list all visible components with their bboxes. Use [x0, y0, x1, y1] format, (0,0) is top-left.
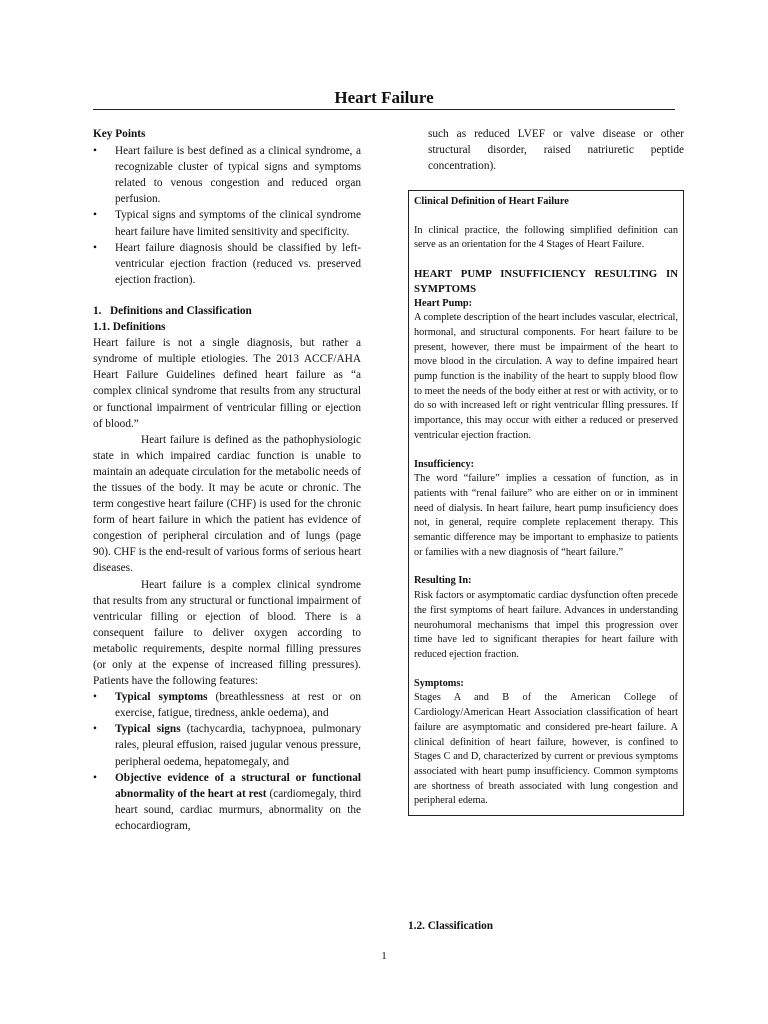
bullet-icon: •: [93, 145, 97, 158]
resulting-in-label: Resulting In:: [414, 575, 472, 587]
insufficiency-text: The word “failure” implies a cessation of function, as in patients with “renal failure” who are either on or in imminent need of dialysis. In heart failure, heart pump insuficiency does not, in general, require complete replacement therapy. This semantic difference may be important to emphasize to patients or families with a new diagnosis of “heart failure.”: [414, 473, 678, 558]
feature-term: Typical symptoms: [115, 691, 208, 704]
heart-pump-label: Heart Pump:: [414, 297, 473, 309]
bullet-icon: •: [93, 723, 97, 736]
features-list: [93, 689, 361, 834]
bullet-icon: •: [93, 691, 97, 704]
insufficiency-label: Insufficiency:: [414, 458, 475, 470]
paragraph: Heart failure is a complex clinical syndrome that results from any structural or functional impairment of ventricular filling or ejection of blood. There is a consequent failure to deliver oxygen according to metabolic requirements, despite normal filling pressures (or only at the expense of increased filling pressures). Patients have the following features:: [93, 578, 361, 688]
key-point-text: Heart failure is best defined as a clinical syndrome, a recognizable cluster of typical signs and symptoms related to venous congestion and reduced organ perfusion.: [115, 145, 361, 206]
page-number: 1: [381, 950, 387, 962]
list-item: [93, 207, 361, 239]
title-divider: [93, 109, 675, 110]
list-item: [93, 689, 361, 721]
right-column: [408, 126, 684, 174]
feature-term: Typical signs: [115, 723, 181, 736]
feature-text: (breathlessness at rest or on exercise, fatigue, tiredness, ankle oedema), and: [115, 691, 361, 720]
key-points-list: [93, 143, 361, 288]
feature-text: (cardiomegaly, third heart sound, cardiac murmurs, abnormality on the echocardiogram,: [115, 787, 361, 832]
left-column: [93, 126, 361, 834]
symptoms-label: Symptoms:: [414, 677, 464, 689]
paragraph: Heart failure is defined as the pathophysiologic state in which impaired cardiac function is unable to maintain an adequate circulation for the metabolic needs of the tissues of the body. It may be acute or chronic. The term congestive heart failure (CHF) is used for the chronic form of heart failure in which the patient has evidence of congestion of peripheral circulation and of lungs (page 90). CHF is the end-result of various forms of serious heart diseases.: [93, 433, 361, 575]
list-item: [93, 240, 361, 288]
resulting-in-text: Risk factors or asymptomatic cardiac dysfunction often precede the first symptoms of heart failure. Advances in understanding neurohumoral mechanisms that impel this progression over time have led to significant therapies for heart failure with reduced ejection fraction.: [414, 590, 678, 660]
list-item: [93, 770, 361, 834]
key-points-heading: Key Points: [93, 128, 146, 140]
list-item: [93, 721, 361, 769]
box-title: Clinical Definition of Heart Failure: [414, 196, 569, 207]
feature-text: (tachycardia, tachypnoea, pulmonary rales, pleural effusion, raised jugular venous pressure, peripheral oedema, hepatomegaly, and: [115, 723, 361, 768]
paragraph: Heart failure is not a single diagnosis, but rather a syndrome of multiple etiologies. The 2013 ACCF/AHA Heart Failure Guidelines defined heart failure as “a complex clinical syndrome that results from any structural or functional impairment of ventricular filling or ejection of blood.”: [93, 337, 361, 430]
clinical-definition-box: [408, 190, 684, 816]
heart-pump-text: A complete description of the heart includes vascular, electrical, hormonal, and structural components. For heart failure to be present, however, there must be impairment of the heart to move blood in the circulation. A way to define impaired heart pump function is the inability of the heart to supply blood flow to meet the needs of the body either at rest or with activity, or to do so with increased left or right ventricular flling pressures. If importance, this may occur with either a reduced or preserved ventricular ejection fraction.: [414, 312, 678, 441]
section-heading: 1. Definitions and Classification: [93, 304, 252, 317]
box-caps-heading: HEART PUMP INSUFFICIENCY RESULTING IN SYMPTOMS: [414, 268, 678, 295]
feature-continuation: such as reduced LVEF or valve disease or other structural disorder, raised natriuretic peptide concentration).: [428, 128, 684, 173]
feature-term: Objective evidence of a structural or functional abnormality of the heart at rest: [115, 771, 361, 800]
classification-heading: 1.2. Classification: [408, 920, 494, 932]
subsection-heading: 1.1. Definitions: [93, 321, 166, 334]
bullet-icon: •: [93, 241, 97, 254]
page-title: Heart Failure: [334, 88, 434, 107]
list-item: [93, 143, 361, 207]
key-point-text: Typical signs and symptoms of the clinical syndrome heart failure have limited sensitivity and specificity.: [115, 209, 361, 238]
bullet-icon: •: [93, 209, 97, 222]
key-point-text: Heart failure diagnosis should be classified by left-ventricular ejection fraction (reduced vs. preserved ejection fraction).: [115, 241, 361, 286]
box-intro: In clinical practice, the following simplified definition can serve as an orientation for the 4 Stages of Heart Failure.: [414, 224, 678, 251]
bullet-icon: •: [93, 771, 97, 784]
symptoms-text: Stages A and B of the American College of Cardiology/American Heart Association classification of heart failure are asymptomatic and considered pre-heart failure. A clinical definition of heart failure, however, is confined to Stages C and D, characterized by current or previous symptoms associated with heart pump insufficiency. Common symptoms are shortness of breath associated with lung congestion and peripheral edema.: [414, 692, 678, 807]
